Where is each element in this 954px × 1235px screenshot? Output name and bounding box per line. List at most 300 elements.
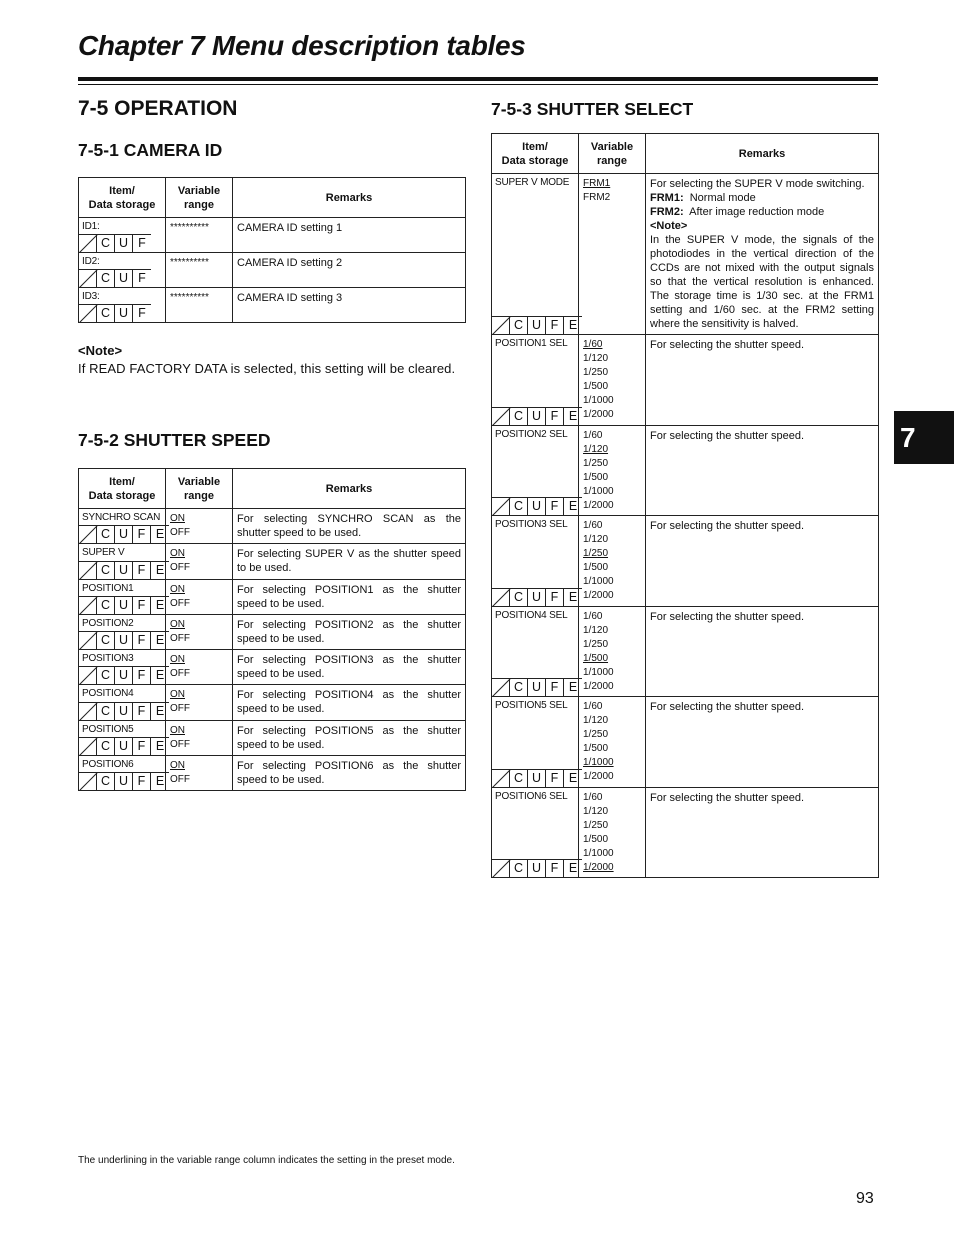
item-name: POSITION2 (82, 617, 134, 629)
storage-flag-c: C (510, 408, 528, 425)
storage-flag-u: U (528, 860, 546, 877)
storage-flag-f: F (133, 738, 151, 755)
item-cell (79, 288, 166, 323)
range-option: OFF (170, 562, 190, 574)
storage-flag-f: F (138, 271, 146, 285)
storage-flag-f: F (133, 667, 151, 684)
range-option: 1/500 (583, 562, 609, 573)
range-cell (166, 509, 233, 544)
range-option: 1/500 (583, 652, 609, 664)
range-cell (166, 756, 233, 791)
storage-flag-u: U (115, 703, 133, 720)
item-cell (79, 544, 166, 579)
remarks-text: For selecting the shutter speed. (650, 791, 805, 804)
range-option: 1/60 (583, 701, 603, 712)
remarks-cell (233, 650, 466, 685)
range-option: ON (170, 583, 185, 595)
storage-flag-f: F (133, 562, 151, 579)
item-name: SUPER V (82, 547, 125, 559)
storage-flag-u: U (115, 667, 133, 684)
frm1-label: FRM1: (650, 192, 684, 204)
range-cell (166, 544, 233, 579)
storage-flag-c: C (97, 562, 115, 579)
storage-flag-c: C (97, 526, 115, 543)
item-name: POSITION4 (82, 688, 134, 700)
storage-flag-e: E (568, 680, 578, 694)
shutter-speed-table (78, 468, 466, 791)
storage-flag-c: C (97, 305, 115, 322)
table-row (79, 720, 466, 755)
range-option: 1/500 (583, 743, 609, 754)
storage-flag-u: U (115, 773, 133, 790)
item-name: POSITION3 SEL (495, 519, 568, 530)
remarks-text: For selecting the shutter speed. (650, 610, 805, 623)
table-row (79, 509, 466, 544)
header-item: Item/ Data storage (79, 178, 166, 218)
storage-flag-u: U (115, 270, 133, 287)
storage-flag-f: F (138, 306, 146, 320)
storage-flag-e: E (155, 597, 165, 612)
slash-mark (492, 408, 510, 425)
item-cell (79, 756, 166, 791)
storage-flags (79, 269, 151, 287)
range-cell (166, 218, 233, 253)
remarks-text: For selecting POSITION6 as the shutter speed to be used. (237, 760, 461, 787)
range-cell (579, 335, 646, 426)
remarks-text: For selecting the shutter speed. (650, 339, 805, 351)
storage-flag-e: E (155, 633, 165, 648)
range-option: 1/1000 (583, 666, 614, 678)
range-option: ON (170, 618, 185, 630)
range-options (579, 516, 645, 603)
item-name: POSITION6 SEL (495, 790, 568, 802)
storage-flag-f: F (546, 770, 564, 787)
remarks-note-label: <Note> (650, 220, 688, 232)
range-options (166, 756, 232, 787)
remarks-text: CAMERA ID setting 1 (237, 222, 343, 234)
range-options (166, 509, 232, 540)
range-option: 1/500 (583, 471, 609, 483)
range-option: FRM1 (583, 178, 611, 189)
remarks-note-text: In the SUPER V mode, the signals of the photodiodes in the vertical direction of the CCDs are not mixed with the output signals so that the vertical resolution is enhanced. The storage time is 1/30 sec. at the FRM1 setting and 1/60 sec. at the FRM2 setting where the sensitivity is halved. (650, 234, 874, 330)
storage-flag-f: F (133, 597, 151, 614)
slash-mark (79, 703, 97, 720)
remarks-text: CAMERA ID setting 3 (237, 292, 343, 304)
range-option: 1/250 (583, 457, 609, 469)
header-remarks: Remarks (233, 178, 466, 218)
shutter-speed-title: 7-5-2 SHUTTER SPEED (78, 430, 271, 450)
range-option: 1/250 (583, 367, 609, 378)
storage-flag-u: U (115, 526, 133, 543)
table-row (492, 606, 879, 697)
range-option: 1/1000 (583, 576, 614, 587)
slash-mark (492, 679, 510, 696)
table-row (79, 614, 466, 649)
item-cell (79, 218, 166, 253)
storage-flag-u: U (528, 770, 546, 787)
item-name: SYNCHRO SCAN (82, 512, 161, 523)
range-options (579, 335, 645, 422)
storage-flag-c: C (510, 679, 528, 696)
range-option: 1/250 (583, 729, 609, 740)
header-remarks: Remarks (646, 134, 879, 174)
storage-flag-c: C (97, 773, 115, 790)
item-cell (79, 579, 166, 614)
storage-flag-c: C (97, 632, 115, 649)
shutter-select-title: 7-5-3 SHUTTER SELECT (491, 99, 694, 119)
storage-flags (79, 631, 169, 649)
item-name: SUPER V MODE (495, 177, 570, 188)
range-option: OFF (170, 632, 190, 644)
slash-mark (79, 597, 97, 614)
storage-flag-e: E (568, 589, 578, 604)
range-cell (166, 579, 233, 614)
storage-flags (79, 596, 169, 614)
range-option: 1/2000 (583, 861, 614, 873)
range-options (166, 544, 232, 575)
storage-flags (79, 737, 169, 755)
range-options (166, 580, 232, 611)
storage-flag-f: F (546, 317, 564, 334)
table-row (79, 685, 466, 720)
range-cell (579, 174, 646, 335)
remarks-cell (646, 606, 879, 697)
range-cell (166, 288, 233, 323)
remarks-cell (233, 253, 466, 288)
storage-flag-c: C (510, 770, 528, 787)
range-value: ********** (170, 292, 209, 303)
remarks-text: CAMERA ID setting 2 (237, 257, 343, 269)
camera-id-table (78, 177, 466, 323)
remarks-cell (233, 544, 466, 579)
range-option: ON (170, 689, 185, 701)
range-options (579, 788, 645, 875)
storage-flag-u: U (115, 738, 133, 755)
storage-flag-e: E (568, 770, 578, 785)
storage-flag-f: F (133, 526, 151, 543)
storage-flag-u: U (115, 632, 133, 649)
remarks-text: For selecting POSITION3 as the shutter speed to be used. (237, 654, 461, 681)
range-value: ********** (170, 257, 209, 268)
item-cell (492, 697, 579, 788)
storage-flag-f: F (133, 773, 151, 790)
range-option: OFF (170, 703, 190, 715)
storage-flags (79, 561, 169, 579)
range-cell (579, 425, 646, 516)
slash-mark (79, 632, 97, 649)
table-row (492, 787, 879, 878)
range-option: ON (170, 654, 185, 666)
storage-flag-u: U (528, 679, 546, 696)
range-option: FRM2 (583, 192, 611, 203)
storage-flag-f: F (546, 679, 564, 696)
remarks-cell (233, 720, 466, 755)
storage-flag-c: C (510, 589, 528, 606)
storage-flag-u: U (115, 562, 133, 579)
remarks-cell (233, 288, 466, 323)
table-row (79, 650, 466, 685)
table-row (79, 544, 466, 579)
range-cell (579, 697, 646, 788)
range-option: 1/2000 (583, 680, 614, 692)
slash-mark (79, 526, 97, 543)
storage-flags (492, 588, 582, 606)
item-name: POSITION3 (82, 653, 134, 665)
header-item: Item/ Data storage (79, 469, 166, 509)
item-cell (79, 720, 166, 755)
remarks-text: For selecting SYNCHRO SCAN as the shutter speed to be used. (237, 513, 461, 539)
remarks-cell (233, 579, 466, 614)
storage-flags (79, 525, 169, 543)
remarks-cell (233, 218, 466, 253)
table-row (492, 516, 879, 607)
remarks-text: For selecting the SUPER V mode switching. (650, 178, 865, 190)
range-option: 1/60 (583, 610, 603, 622)
range-option: OFF (170, 668, 190, 680)
remarks-cell (233, 614, 466, 649)
note-block (78, 342, 464, 378)
slash-mark (79, 773, 97, 790)
shutter-select-table (491, 133, 879, 878)
item-cell (492, 425, 579, 516)
slash-mark (79, 270, 97, 287)
range-options (579, 697, 645, 784)
range-cell (579, 606, 646, 697)
slash-mark (492, 498, 510, 515)
storage-flag-e: E (568, 318, 578, 332)
storage-flag-c: C (97, 270, 115, 287)
header-item: Item/ Data storage (492, 134, 579, 174)
footnote: The underlining in the variable range column indicates the setting in the preset mode. (78, 1155, 455, 1166)
remarks-text: For selecting SUPER V as the shutter speed to be used. (237, 548, 461, 575)
slash-mark (79, 562, 97, 579)
storage-flag-f: F (138, 236, 146, 250)
item-cell (79, 253, 166, 288)
table-row (79, 756, 466, 791)
slash-mark (79, 305, 97, 322)
note-title: <Note> (78, 343, 123, 358)
slash-mark (79, 667, 97, 684)
storage-flag-f: F (546, 589, 564, 606)
remarks-cell (646, 425, 879, 516)
storage-flags (79, 234, 151, 252)
storage-flags (492, 678, 582, 696)
storage-flag-c: C (97, 235, 115, 252)
storage-flag-c: C (510, 317, 528, 334)
remarks-text: For selecting the shutter speed. (650, 701, 805, 713)
range-value: ********** (170, 222, 209, 233)
range-option: OFF (170, 527, 190, 538)
storage-flag-f: F (133, 703, 151, 720)
remarks-text: For selecting POSITION1 as the shutter speed to be used. (237, 583, 461, 610)
range-option: 1/120 (583, 715, 609, 726)
range-option: 1/2000 (583, 771, 614, 782)
header-rule-thick (78, 77, 878, 81)
range-option: ON (170, 513, 185, 524)
remarks-text: For selecting POSITION4 as the shutter speed to be used. (237, 689, 461, 716)
frm2-text: After image reduction mode (689, 206, 825, 218)
note-body: If READ FACTORY DATA is selected, this setting will be cleared. (78, 361, 456, 376)
range-option: OFF (170, 774, 190, 786)
remarks-cell (233, 509, 466, 544)
range-option: 1/250 (583, 638, 609, 650)
range-cell (166, 720, 233, 755)
storage-flag-u: U (528, 408, 546, 425)
storage-flag-u: U (528, 498, 546, 515)
storage-flag-c: C (510, 860, 528, 877)
storage-flag-u: U (528, 317, 546, 334)
storage-flag-e: E (155, 703, 165, 718)
range-cell (579, 516, 646, 607)
range-cell (166, 650, 233, 685)
item-name: ID2: (82, 256, 100, 267)
header-range: Variable range (579, 134, 646, 174)
item-name: ID1: (82, 221, 100, 232)
item-cell (492, 516, 579, 607)
item-name: POSITION1 SEL (495, 338, 568, 349)
item-name: POSITION5 (82, 723, 134, 735)
range-options (166, 721, 232, 752)
remarks-cell (646, 335, 879, 426)
storage-flags (79, 304, 151, 322)
section-title: 7-5 OPERATION (78, 97, 238, 120)
range-option: 1/120 (583, 443, 609, 455)
item-cell (79, 650, 166, 685)
slash-mark (79, 738, 97, 755)
item-name: POSITION4 SEL (495, 609, 568, 621)
range-cell (166, 253, 233, 288)
item-name: POSITION2 SEL (495, 428, 568, 440)
remarks-text: For selecting POSITION5 as the shutter speed to be used. (237, 724, 461, 751)
storage-flag-u: U (115, 235, 133, 252)
storage-flag-e: E (155, 774, 165, 789)
header-remarks: Remarks (233, 469, 466, 509)
storage-flag-c: C (97, 703, 115, 720)
range-option: 1/500 (583, 833, 609, 845)
range-option: 1/2000 (583, 590, 614, 601)
storage-flag-e: E (568, 861, 578, 875)
table-row (79, 579, 466, 614)
remarks-cell (646, 787, 879, 878)
table-row (492, 425, 879, 516)
storage-flag-e: E (155, 739, 165, 754)
item-cell (492, 174, 579, 335)
item-name: POSITION5 SEL (495, 700, 568, 711)
storage-flag-e: E (568, 408, 578, 423)
table-row (492, 335, 879, 426)
table-row (492, 174, 879, 335)
range-option: 1/120 (583, 353, 609, 364)
remarks-text: For selecting the shutter speed. (650, 429, 805, 442)
item-name: POSITION6 (82, 759, 134, 771)
range-option: ON (170, 760, 185, 772)
range-options (579, 607, 645, 694)
item-cell (492, 606, 579, 697)
remarks-text: For selecting POSITION2 as the shutter speed to be used. (237, 618, 461, 645)
storage-flag-u: U (528, 589, 546, 606)
storage-flag-e: E (155, 668, 165, 683)
range-option: 1/1000 (583, 847, 614, 859)
remarks-text: For selecting the shutter speed. (650, 520, 805, 532)
range-option: 1/60 (583, 339, 603, 350)
storage-flag-e: E (155, 527, 165, 542)
storage-flags (79, 702, 169, 720)
slash-mark (492, 770, 510, 787)
range-option: 1/250 (583, 548, 609, 559)
range-option: 1/120 (583, 624, 609, 636)
range-option: 1/1000 (583, 485, 614, 497)
range-option: 1/120 (583, 805, 609, 817)
storage-flags (79, 666, 169, 684)
storage-flag-c: C (97, 738, 115, 755)
frm1-text: Normal mode (689, 192, 756, 204)
range-cell (166, 614, 233, 649)
header-range: Variable range (166, 178, 233, 218)
camera-id-title: 7-5-1 CAMERA ID (78, 140, 223, 160)
storage-flag-f: F (133, 632, 151, 649)
range-option: 1/1000 (583, 757, 614, 768)
slash-mark (492, 860, 510, 877)
table-row (492, 697, 879, 788)
range-options (166, 685, 232, 716)
remarks-cell (233, 685, 466, 720)
storage-flag-f: F (546, 408, 564, 425)
storage-flags (79, 772, 169, 790)
chapter-tab: 7 (894, 411, 954, 464)
storage-flags (492, 407, 582, 425)
storage-flag-f: F (546, 860, 564, 877)
remarks-cell (646, 516, 879, 607)
storage-flag-u: U (115, 305, 133, 322)
slash-mark (79, 235, 97, 252)
range-option: 1/60 (583, 791, 603, 803)
slash-mark (492, 589, 510, 606)
range-cell (166, 685, 233, 720)
range-cell (579, 787, 646, 878)
range-option: OFF (170, 738, 190, 750)
range-option: 1/1000 (583, 395, 614, 406)
range-options (579, 426, 645, 513)
range-options (166, 650, 232, 681)
storage-flag-e: E (155, 562, 165, 577)
storage-flags (492, 497, 582, 515)
storage-flag-c: C (97, 667, 115, 684)
item-name: POSITION1 (82, 582, 134, 594)
storage-flags (492, 859, 582, 877)
remarks-cell (646, 697, 879, 788)
item-cell (79, 614, 166, 649)
storage-flag-f: F (546, 498, 564, 515)
range-option: 1/60 (583, 520, 603, 531)
range-option: 1/120 (583, 534, 609, 545)
range-option: ON (170, 724, 185, 736)
header-rule-thin (78, 84, 878, 85)
range-options (166, 615, 232, 646)
item-cell (79, 685, 166, 720)
item-cell (492, 787, 579, 878)
range-option: ON (170, 548, 185, 560)
item-cell (79, 509, 166, 544)
frm2-label: FRM2: (650, 206, 684, 218)
range-option: 1/500 (583, 381, 609, 392)
page-number: 93 (856, 1190, 874, 1207)
storage-flag-u: U (115, 597, 133, 614)
item-name: ID3: (82, 291, 100, 302)
range-option: 1/2000 (583, 499, 614, 511)
chapter-title: Chapter 7 Menu description tables (78, 30, 526, 61)
table-row (79, 253, 466, 288)
remarks-cell (233, 756, 466, 791)
